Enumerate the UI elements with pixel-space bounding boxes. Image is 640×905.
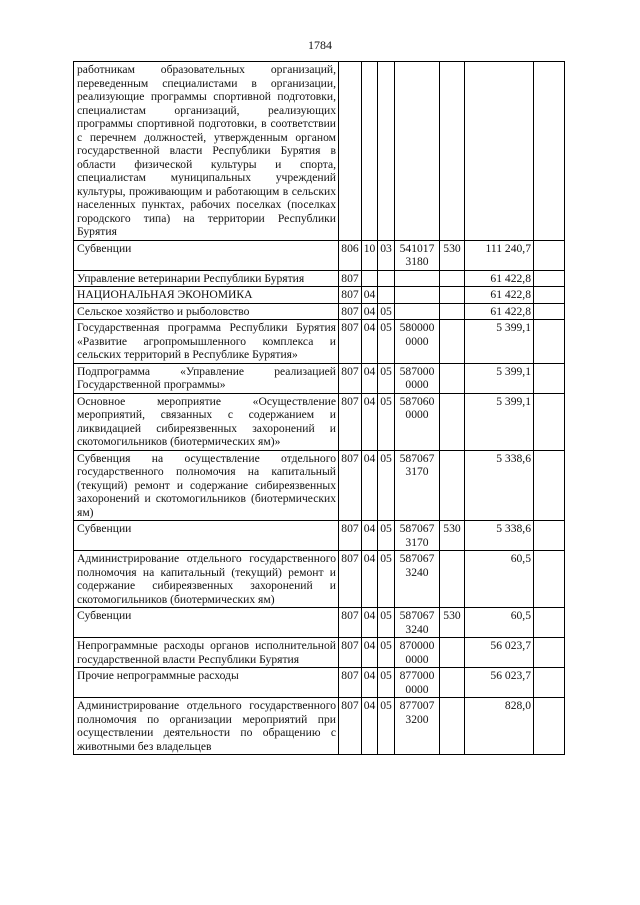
subsection-code-cell: 05 bbox=[378, 698, 395, 755]
expense-type-cell: 530 bbox=[440, 521, 465, 551]
table-row bbox=[74, 270, 565, 287]
subsection-code-cell: 05 bbox=[378, 363, 395, 393]
grbs-code-cell bbox=[339, 62, 362, 241]
subsection-code-cell bbox=[378, 270, 395, 287]
target-article-cell bbox=[395, 287, 440, 304]
target-article-code: 877000 bbox=[399, 669, 435, 682]
target-article-code: 587000 bbox=[399, 364, 435, 378]
blank-cell bbox=[534, 551, 565, 608]
table-row bbox=[74, 393, 565, 450]
table-row bbox=[74, 608, 565, 638]
table-row bbox=[74, 521, 565, 551]
target-article-code: 877007 bbox=[399, 699, 435, 712]
amount-cell: 111 240,7 bbox=[465, 240, 534, 270]
target-article-code: 580000 bbox=[399, 321, 435, 334]
target-article-direction-code: 0000 bbox=[405, 334, 429, 348]
budget-table bbox=[73, 61, 565, 755]
target-article-code: 587067 bbox=[399, 552, 435, 565]
expense-name-cell: Сельское хозяйство и рыболовство bbox=[74, 303, 339, 320]
grbs-code-cell: 807 bbox=[339, 608, 362, 638]
amount-cell bbox=[465, 62, 534, 241]
table-row bbox=[74, 62, 565, 241]
amount-cell: 5 399,1 bbox=[465, 393, 534, 450]
expense-name-cell: НАЦИОНАЛЬНАЯ ЭКОНОМИКА bbox=[74, 287, 339, 304]
section-code-cell: 04 bbox=[362, 450, 378, 521]
section-code-cell: 04 bbox=[362, 521, 378, 551]
expense-type-cell bbox=[440, 668, 465, 698]
expense-name-cell: Прочие непрограммные расходы bbox=[74, 668, 339, 698]
amount-cell: 5 338,6 bbox=[465, 521, 534, 551]
subsection-code-cell: 05 bbox=[378, 608, 395, 638]
blank-cell bbox=[534, 240, 565, 270]
expense-name-cell: Управление ветеринарии Республики Бурятия bbox=[74, 270, 339, 287]
target-article-code: 870000 bbox=[399, 639, 435, 652]
target-article-cell bbox=[395, 393, 440, 450]
table-row bbox=[74, 320, 565, 364]
target-article-cell bbox=[395, 320, 440, 364]
expense-type-cell bbox=[440, 698, 465, 755]
section-code-cell: 04 bbox=[362, 698, 378, 755]
expense-name-cell: Непрограммные расходы органов исполнительной государственной власти Республики Бурятия bbox=[74, 638, 339, 668]
subsection-code-cell bbox=[378, 62, 395, 241]
blank-cell bbox=[534, 303, 565, 320]
subsection-code-cell: 05 bbox=[378, 668, 395, 698]
grbs-code-cell: 807 bbox=[339, 270, 362, 287]
expense-type-cell bbox=[440, 303, 465, 320]
expense-type-cell bbox=[440, 62, 465, 241]
grbs-code-cell: 807 bbox=[339, 287, 362, 304]
target-article-direction-code: 3240 bbox=[405, 622, 429, 636]
grbs-code-cell: 807 bbox=[339, 303, 362, 320]
expense-name-cell: работникам образовательных организаций, переведенным специалистами в организации, реализующие программы спортивной подготовки, специалистам организаций, реализующих программы спортивной подготовки, в соответствии с перечнем должностей, утвержденным органом государственной власти Республики Бурятия в области физической культуры и спорта, специалистам муниципальных учреждений культуры, проживающим и работающим в сельских населенных пунктах, рабочих поселках (поселках городского типа) на территории Республики Бурятия bbox=[74, 62, 339, 241]
amount-cell: 56 023,7 bbox=[465, 638, 534, 668]
expense-name-cell: Подпрограмма «Управление реализацией Государственной программы» bbox=[74, 363, 339, 393]
blank-cell bbox=[534, 608, 565, 638]
subsection-code-cell: 05 bbox=[378, 638, 395, 668]
section-code-cell: 04 bbox=[362, 638, 378, 668]
expense-type-cell bbox=[440, 450, 465, 521]
target-article-direction-code: 3180 bbox=[405, 255, 429, 268]
blank-cell bbox=[534, 62, 565, 241]
amount-cell: 5 399,1 bbox=[465, 363, 534, 393]
grbs-code-cell: 807 bbox=[339, 698, 362, 755]
grbs-code-cell: 807 bbox=[339, 363, 362, 393]
blank-cell bbox=[534, 287, 565, 304]
target-article-cell bbox=[395, 240, 440, 270]
blank-cell bbox=[534, 521, 565, 551]
expense-type-cell bbox=[440, 638, 465, 668]
target-article-direction-code: 0000 bbox=[405, 682, 429, 696]
amount-cell: 60,5 bbox=[465, 551, 534, 608]
target-article-cell bbox=[395, 698, 440, 755]
table-row bbox=[74, 287, 565, 304]
target-article-direction-code: 0000 bbox=[405, 408, 429, 421]
grbs-code-cell: 807 bbox=[339, 393, 362, 450]
blank-cell bbox=[534, 393, 565, 450]
expense-name-cell: Администрирование отдельного государственного полномочия на капитальный (текущий) ремонт и содержание сибиреязвенных захоронений и скотомогильников (биотермических ям) bbox=[74, 551, 339, 608]
subsection-code-cell: 05 bbox=[378, 551, 395, 608]
expense-name-cell: Субвенция на осуществление отдельного государственного полномочия на капитальный (текущий) ремонт и содержание сибиреязвенных захоронений и скотомогильников (биотермических ям) bbox=[74, 450, 339, 521]
blank-cell bbox=[534, 450, 565, 521]
section-code-cell bbox=[362, 62, 378, 241]
section-code-cell: 04 bbox=[362, 608, 378, 638]
blank-cell bbox=[534, 320, 565, 364]
blank-cell bbox=[534, 698, 565, 755]
blank-cell bbox=[534, 668, 565, 698]
expense-name-cell: Государственная программа Республики Бурятия «Развитие агропромышленного комплекса и сельских территорий в Республике Бурятия» bbox=[74, 320, 339, 364]
section-code-cell: 04 bbox=[362, 363, 378, 393]
expense-type-cell bbox=[440, 551, 465, 608]
target-article-cell bbox=[395, 303, 440, 320]
grbs-code-cell: 807 bbox=[339, 638, 362, 668]
target-article-cell bbox=[395, 638, 440, 668]
grbs-code-cell: 807 bbox=[339, 521, 362, 551]
table-row bbox=[74, 450, 565, 521]
table-row bbox=[74, 363, 565, 393]
target-article-direction-code: 0000 bbox=[405, 652, 429, 666]
amount-cell: 60,5 bbox=[465, 608, 534, 638]
target-article-direction-code: 3170 bbox=[405, 465, 429, 478]
target-article-cell bbox=[395, 608, 440, 638]
table-body bbox=[74, 62, 565, 755]
expense-name-cell: Субвенции bbox=[74, 521, 339, 551]
subsection-code-cell: 03 bbox=[378, 240, 395, 270]
expense-type-cell bbox=[440, 320, 465, 364]
target-article-direction-code: 3200 bbox=[405, 712, 429, 726]
table-row bbox=[74, 668, 565, 698]
amount-cell: 5 338,6 bbox=[465, 450, 534, 521]
amount-cell: 5 399,1 bbox=[465, 320, 534, 364]
grbs-code-cell: 807 bbox=[339, 450, 362, 521]
subsection-code-cell: 05 bbox=[378, 320, 395, 364]
expense-type-cell bbox=[440, 270, 465, 287]
section-code-cell: 10 bbox=[362, 240, 378, 270]
subsection-code-cell bbox=[378, 287, 395, 304]
expense-name-cell: Субвенции bbox=[74, 240, 339, 270]
target-article-code: 587060 bbox=[399, 394, 435, 408]
subsection-code-cell: 05 bbox=[378, 450, 395, 521]
expense-type-cell: 530 bbox=[440, 608, 465, 638]
section-code-cell: 04 bbox=[362, 320, 378, 364]
target-article-code: 587067 bbox=[399, 609, 435, 622]
table-row bbox=[74, 698, 565, 755]
target-article-direction-code: 0000 bbox=[405, 378, 429, 391]
target-article-cell bbox=[395, 521, 440, 551]
amount-cell: 56 023,7 bbox=[465, 668, 534, 698]
subsection-code-cell: 05 bbox=[378, 521, 395, 551]
grbs-code-cell: 807 bbox=[339, 668, 362, 698]
expense-type-cell bbox=[440, 287, 465, 304]
expense-type-cell bbox=[440, 363, 465, 393]
table-row bbox=[74, 240, 565, 270]
target-article-cell bbox=[395, 363, 440, 393]
expense-type-cell: 530 bbox=[440, 240, 465, 270]
subsection-code-cell: 05 bbox=[378, 393, 395, 450]
target-article-direction-code: 3240 bbox=[405, 565, 429, 579]
target-article-code: 587067 bbox=[399, 451, 435, 465]
target-article-direction-code: 3170 bbox=[405, 535, 429, 549]
blank-cell bbox=[534, 270, 565, 287]
section-code-cell: 04 bbox=[362, 287, 378, 304]
subsection-code-cell: 05 bbox=[378, 303, 395, 320]
target-article-code: 587067 bbox=[399, 522, 435, 535]
page-number: 1784 bbox=[308, 38, 332, 52]
target-article-cell bbox=[395, 62, 440, 241]
table-row bbox=[74, 303, 565, 320]
grbs-code-cell: 807 bbox=[339, 551, 362, 608]
blank-cell bbox=[534, 363, 565, 393]
section-code-cell: 04 bbox=[362, 668, 378, 698]
expense-name-cell: Администрирование отдельного государственного полномочия по организации мероприятий при осуществлении деятельности по обращению с животными без владельцев bbox=[74, 698, 339, 755]
target-article-cell bbox=[395, 551, 440, 608]
section-code-cell bbox=[362, 270, 378, 287]
table-row bbox=[74, 638, 565, 668]
section-code-cell: 04 bbox=[362, 393, 378, 450]
table-row bbox=[74, 551, 565, 608]
target-article-code: 541017 bbox=[399, 241, 435, 255]
amount-cell: 61 422,8 bbox=[465, 270, 534, 287]
expense-type-cell bbox=[440, 393, 465, 450]
grbs-code-cell: 807 bbox=[339, 320, 362, 364]
blank-cell bbox=[534, 638, 565, 668]
expense-name-cell: Основное мероприятие «Осуществление мероприятий, связанных с содержанием и ликвидацией сибиреязвенных захоронений и скотомогильников (биотермических ям)» bbox=[74, 393, 339, 450]
grbs-code-cell: 806 bbox=[339, 240, 362, 270]
amount-cell: 61 422,8 bbox=[465, 303, 534, 320]
section-code-cell: 04 bbox=[362, 303, 378, 320]
amount-cell: 61 422,8 bbox=[465, 287, 534, 304]
target-article-cell bbox=[395, 270, 440, 287]
target-article-cell bbox=[395, 668, 440, 698]
amount-cell: 828,0 bbox=[465, 698, 534, 755]
target-article-cell bbox=[395, 450, 440, 521]
expense-name-cell: Субвенции bbox=[74, 608, 339, 638]
section-code-cell: 04 bbox=[362, 551, 378, 608]
